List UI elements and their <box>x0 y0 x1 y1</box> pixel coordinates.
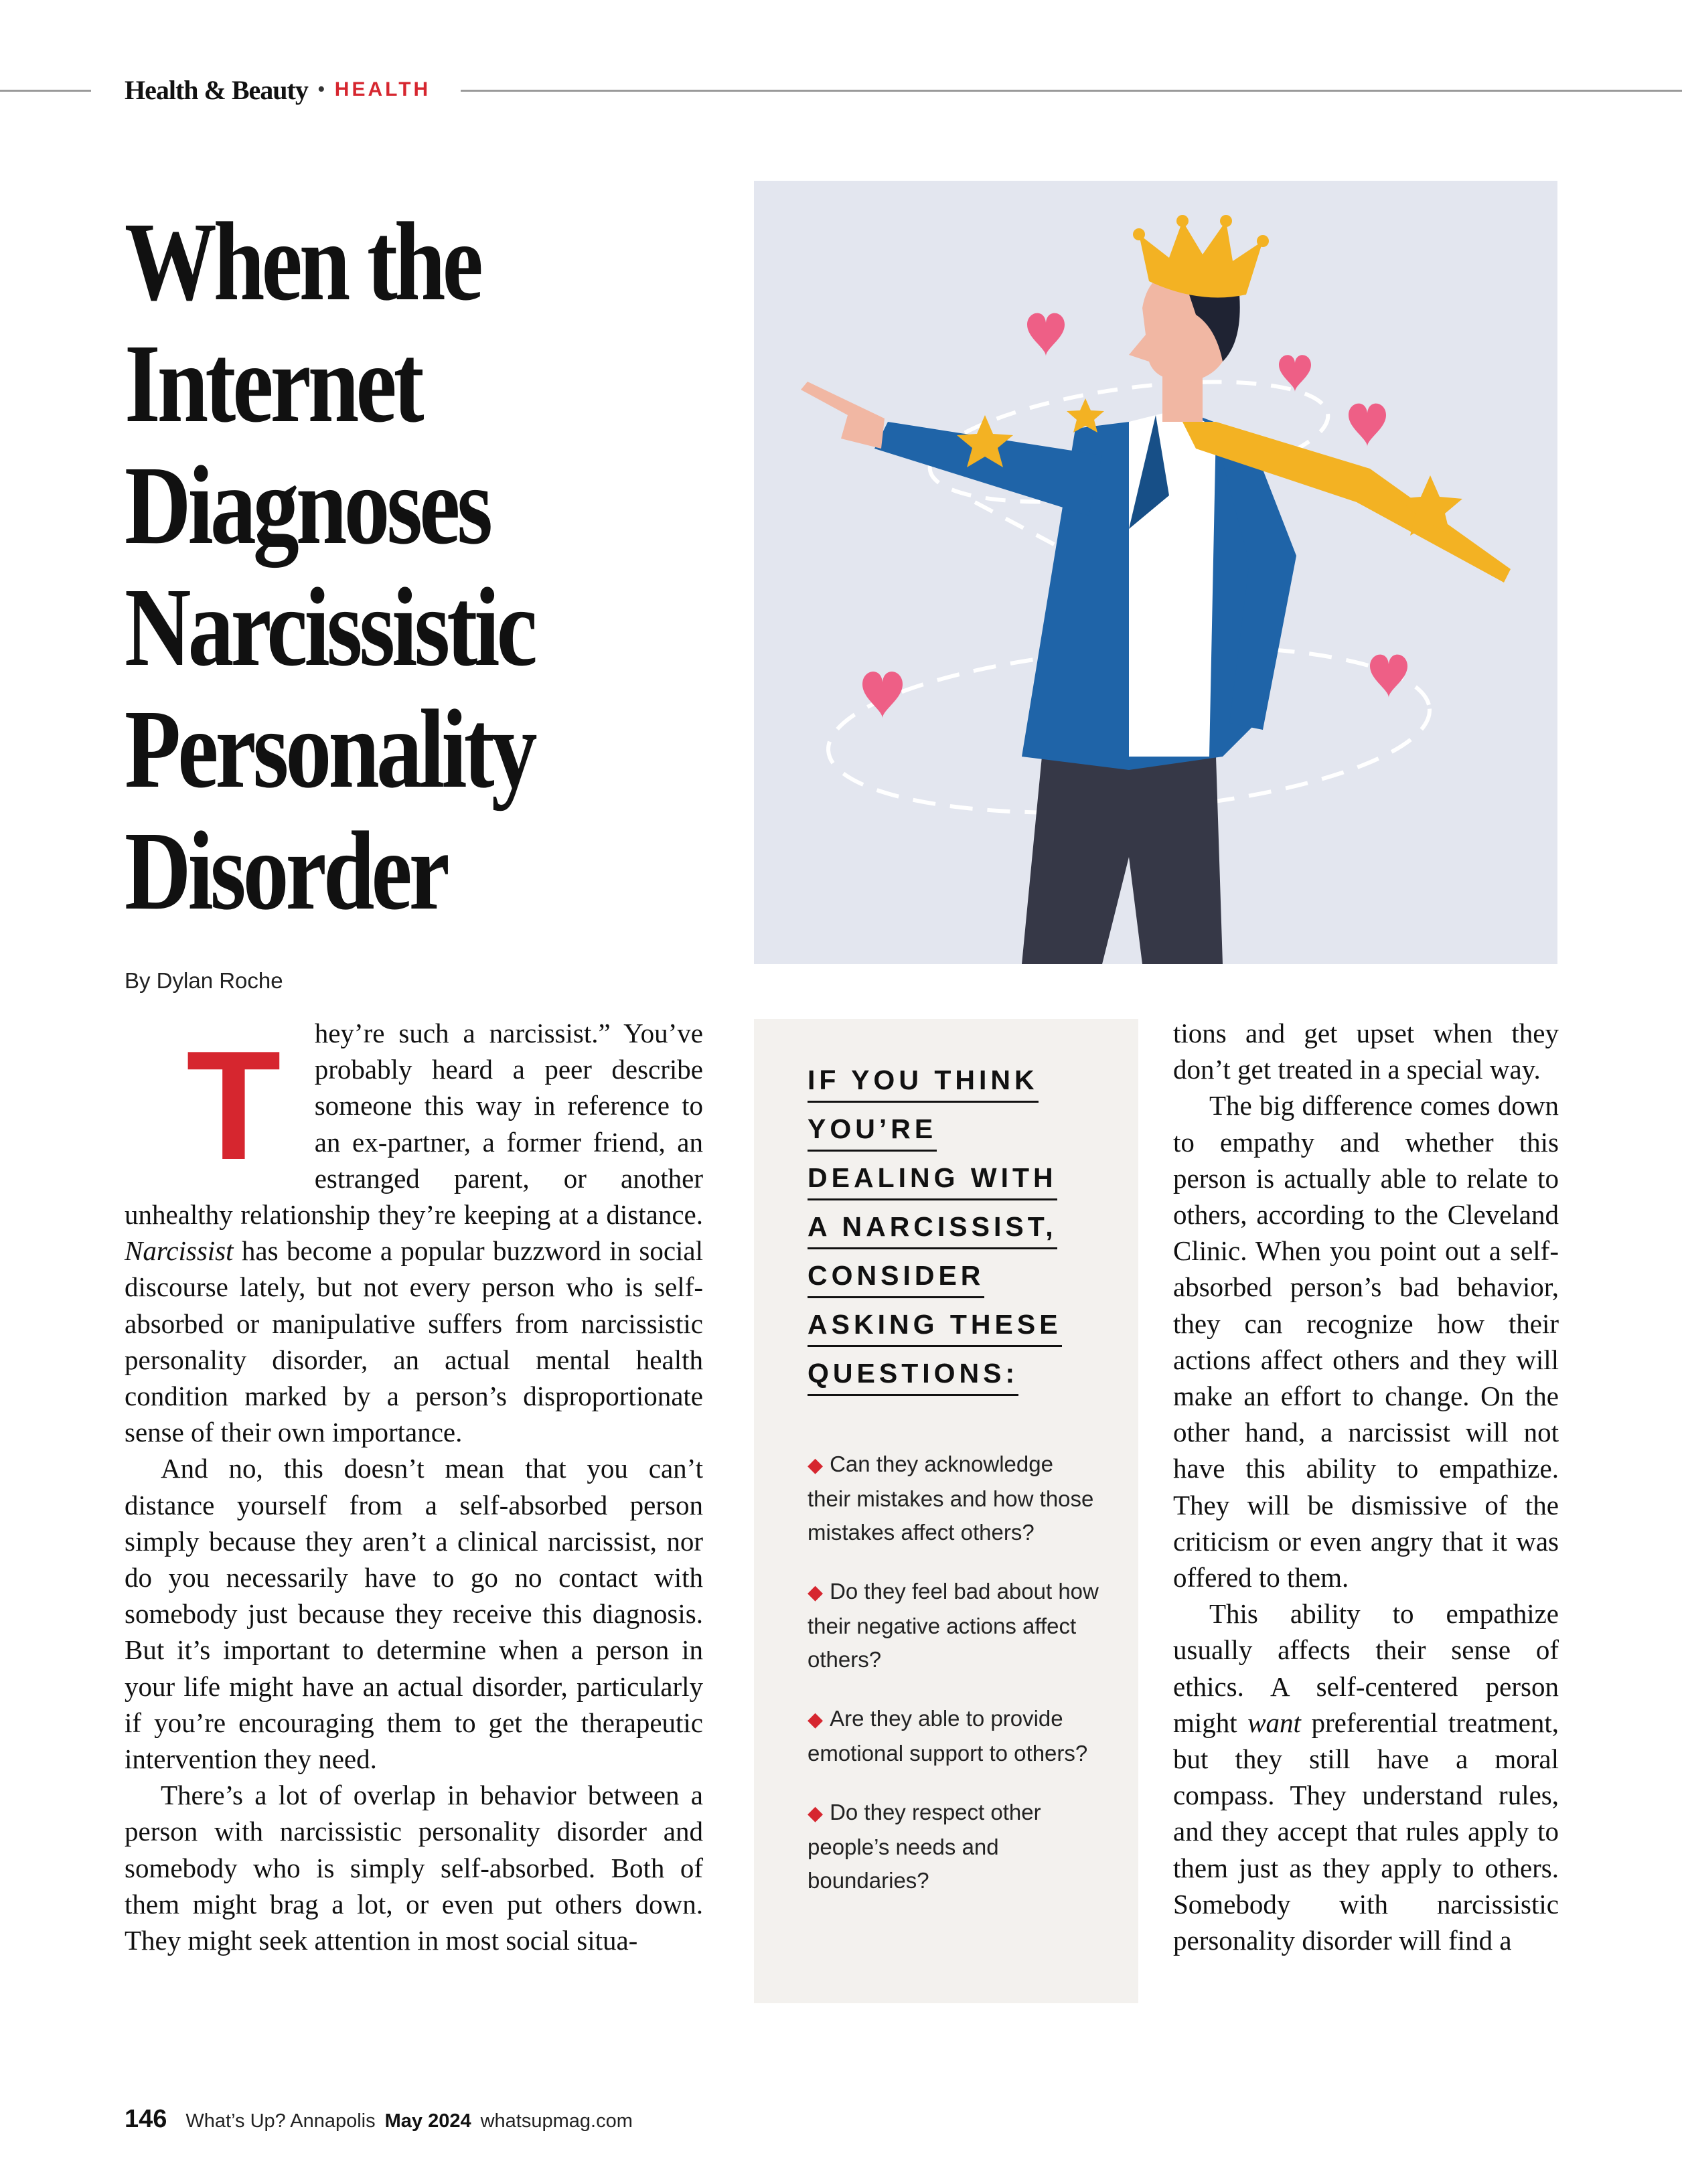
list-item <box>808 1448 1102 1549</box>
byline: By Dylan Roche <box>125 968 283 993</box>
page-footer <box>125 2105 633 2134</box>
sidebar-title-line: CONSIDER <box>808 1255 984 1298</box>
diamond-bullet-icon: ◆ <box>808 1709 824 1731</box>
list-item <box>808 1702 1102 1770</box>
sidebar-title-line: A NARCISSIST, <box>808 1206 1057 1249</box>
paragraph-text: preferential treatment, but they still have a moral compass. They understand rules, and they accept that rules apply to them just as they apply to others. Somebody with narcissistic personality disorder will find a <box>1173 1707 1559 1956</box>
paragraph <box>1173 1595 1559 1958</box>
heart-icon <box>1370 655 1407 698</box>
paragraph-text: This ability to empathize usually affects their sense of ethics. A self-centered person might <box>1173 1598 1559 1738</box>
narcissist-illustration <box>754 181 1557 964</box>
question-text: Are they able to provide emotional support to others? <box>808 1706 1088 1766</box>
crowned-man-illustration <box>754 181 1557 964</box>
paragraph-text: hey’re such a narcissist.” You’ve probably heard a peer describe someone this way in reference to an ex-partner, a former friend, an estranged parent, or another unhealthy relationship they’re keeping at a distance. <box>125 1018 703 1231</box>
article-body-column-1 <box>125 1015 703 1958</box>
paragraph-text: has become a popular buzzword in social discourse lately, but not every person who is self-absorbed or manipulative suffers from narcissistic personality disorder, an actual mental health condition marked by a person’s disproportionate sense of their own importance. <box>125 1235 703 1448</box>
emphasis-text: Narcissist <box>125 1235 234 1267</box>
heart-icon <box>862 672 903 718</box>
paragraph: tions and get upset when they don’t get treated in a special way. <box>1173 1018 1559 1085</box>
sidebar-title-line: DEALING WITH <box>808 1157 1057 1200</box>
title-line: When the <box>125 200 480 324</box>
crown-jewel <box>1257 235 1269 247</box>
sidebar-title-line: QUESTIONS: <box>808 1352 1018 1396</box>
questions-sidebar <box>754 1019 1138 2003</box>
header-rule-left <box>0 90 91 92</box>
shirt <box>1129 408 1216 757</box>
heart-icon <box>1349 404 1386 447</box>
section-name: Health & Beauty <box>125 74 308 105</box>
paragraph: The big difference comes down to empathy and whether this person is actually able to relate to others, according to the Cleveland Clinic. When you point out a self-absorbed person’s bad behavior, they can recognize how their actions affect others and they will make an effort to change. On the other hand, a narcissist will not have this ability to empathize. They will be dismissive of the criticism or even angry that it was offered to them. <box>1173 1090 1559 1593</box>
question-text: Do they respect other people’s needs and boundaries? <box>808 1800 1041 1893</box>
sidebar-title <box>808 1059 1102 1401</box>
article-body-column-3 <box>1173 1015 1559 1958</box>
diamond-bullet-icon: ◆ <box>808 1802 824 1824</box>
neck <box>1162 375 1203 422</box>
diamond-bullet-icon: ◆ <box>808 1581 824 1604</box>
sidebar-title-line: YOU’RE <box>808 1108 937 1152</box>
crown-jewel <box>1133 228 1145 240</box>
website-url: whatsupmag.com <box>480 2110 633 2132</box>
trousers <box>1022 757 1223 964</box>
title-line: Narcissistic <box>125 565 534 690</box>
section-separator: • <box>317 77 325 102</box>
page-number: 146 <box>125 2105 167 2133</box>
paragraph: And no, this doesn’t mean that you can’t distance yourself from a self-absorbed person simply because they aren’t a clinical narcissist, nor do you necessarily have to go no contact with somebody just because they receive this diagnosis. But it’s important to determine when a person in your life might have an actual disorder, particularly if you’re encouraging them to get the therapeutic intervention they need. <box>125 1453 703 1775</box>
issue-date: May 2024 <box>384 2110 471 2132</box>
title-line: Internet <box>125 321 421 446</box>
header-rule-right <box>461 90 1682 92</box>
question-list <box>808 1448 1102 1923</box>
crown-jewel <box>1176 215 1189 227</box>
list-item <box>808 1575 1102 1676</box>
heart-icon <box>1027 313 1065 356</box>
crown-jewel <box>1220 215 1232 227</box>
title-line: Disorder <box>125 809 447 933</box>
list-item <box>808 1796 1102 1897</box>
diamond-bullet-icon: ◆ <box>808 1454 824 1476</box>
pointing-hand <box>801 382 885 449</box>
emphasis-text: want <box>1247 1707 1301 1738</box>
article-title <box>125 201 641 932</box>
section-label <box>125 70 431 110</box>
title-line: Personality <box>125 687 534 811</box>
drop-cap: T <box>186 1019 281 1192</box>
question-text: Can they acknowledge their mistakes and how those mistakes affect others? <box>808 1452 1094 1545</box>
sidebar-title-line: IF YOU THINK <box>808 1059 1039 1103</box>
paragraph: There’s a lot of overlap in behavior between a person with narcissistic personality disorder and somebody who is simply self-absorbed. Both of them might brag a lot, or even put others down. They might seek attention in most social situa- <box>125 1780 703 1956</box>
category-label: HEALTH <box>334 78 431 100</box>
question-text: Do they feel bad about how their negative actions affect others? <box>808 1579 1099 1672</box>
publication-name: What’s Up? Annapolis <box>185 2110 376 2132</box>
sidebar-title-line: ASKING THESE <box>808 1304 1062 1347</box>
title-line: Diagnoses <box>125 443 490 568</box>
